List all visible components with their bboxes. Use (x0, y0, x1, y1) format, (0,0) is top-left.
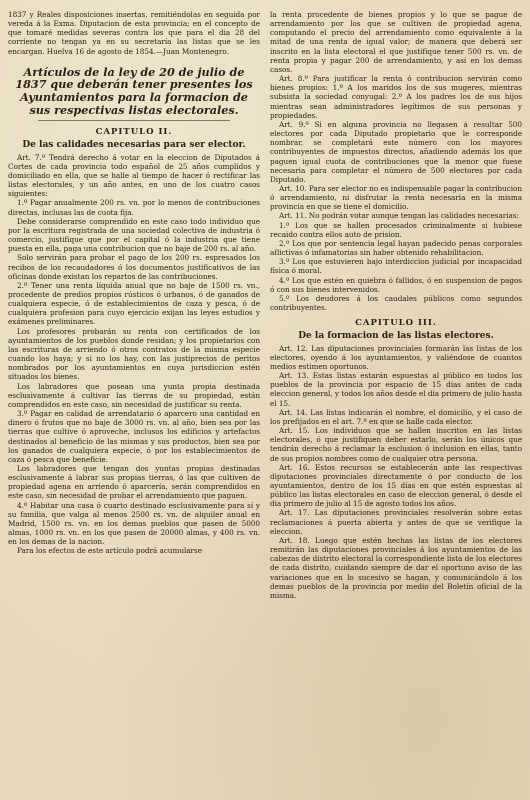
article-paragraph: Art. 14. Las listas indicarán el nombre, el domicilio, y el caso de los prefijados en el art. 7.º en que se halle cada elector. (270, 407, 522, 426)
article-paragraph: Debe considerarse comprendido en este caso todo individuo que por la escritura registrada de una sociedad colectiva de industria ó comercio, justifique que por el capital ó la industria que tiene puesta en ella, paga una contribucion que no baje de 200 rs. al año. (8, 216, 260, 254)
two-column-layout (8, 10, 522, 794)
article-paragraph: 1.º Pagar anualmente 200 rs. vn. por lo menos de contribuciones directas, inclusas las de cuota fija. (8, 198, 260, 217)
article-paragraph: Art. 12. Las diputaciones provinciales formarán las listas de los electores, oyendo á los ayuntamientos, y valiéndose de cuantos medios estimen oportunos. (270, 343, 522, 371)
article-paragraph: Art. 16. Estos recursos se establecerán ante las respectivas diputaciones provinciales directamente ó por conducto de los ayuntamientos, dentro de los 15 días en que estén espuestas al público las listas electorales en caso de eleccion general, ó desde el dia primero de julio al 15 de agosto todos los años. (270, 462, 522, 509)
article-paragraph: Art. 18. Luego que estén hechas las listas de los electores remitirán las diputaciones provinciales á los ayuntamientos de las cabezas de distrito electoral la correspondiente lista de los electores de cada distrito, cuidando siempre de dar el oportuno aviso de las variaciones que en lo sucesivo se hagan, y comunicándolo á los demas pueblos de la provincia por medio del Boletín oficial de la misma. (270, 535, 522, 600)
chapter-heading: CAPITULO III. (355, 318, 437, 329)
article-paragraph: Solo servirán para probar el pago de los 200 rs. espresados los recibos de los recaudadores ó los documentos justificativos de las oficinas donde existan los repartos de las contribuciones. (8, 253, 260, 281)
article-paragraph: Los labradores que posean una yunta propia destinada esclusivamente á cultivar las tierras de su propiedad, están comprendidos en este caso, sin necesidad de justificar su renta. (8, 381, 260, 409)
article-paragraph: 3.º Pagar en calidad de arrendatario ó aparcero una cantidad en dinero ó frutos que no baje de 3000 rs. vn. al año, bien sea por las tierras que cultive ó aproveche, inclusos los edificios y artefactos destinados al beneficio de las mismas y sus productos, bien sea por los ganados de cualquiera especie, ó por los establecimientos de caza ó pesca que beneficie. (8, 409, 260, 464)
article-paragraph: 4.º Habitar una casa ó cuarto destinado esclusivamente para sí y su familia, que valga al menos 2500 rs. vn. de alquiler anual en Madrid, 1500 rs. vn. en los demas pueblos que pasen de 5000 almas, 1000 rs. vn. en los que pasen de 20000 almas, y 400 rs. vn. en los demas de la nacion. (8, 500, 260, 547)
law-title: Artículos de la ley de 20 de julio de 1837 que deberán tener presentes los Ayuntamientos para la formacion de sus respectivas listas electorales. (15, 64, 253, 117)
divider (38, 120, 230, 121)
article-paragraph: Art. 7.º Tendrá derecho á votar en la eleccion de Diputados á Cortes de cada provincia todo español de 25 años cumplidos y domiciliado en ella, que se halle al tiempo de hacer ó rectificar las listas electorales, y un año antes, en uno de los cuatro casos siguientes: (8, 152, 260, 199)
article-paragraph: Art. 8.º Para justificar la renta ó contribucion servirán como bienes propios: 1.º A los maridos los de sus mugeres, mientras subsista la sociedad conyugal: 2.º A los padres los de sus hijos mientras sean administradores legítimos de sus personas y propiedades. (270, 74, 522, 120)
section-heading: De las calidades necesarias para ser elector. (22, 140, 246, 151)
article-paragraph: 4.º Los que estén en quiebra ó fallidos, ó en suspension de pagos ó con sus bienes intervenidos. (270, 275, 522, 294)
article-paragraph: Art. 15. Los individuos que se hallen inscritos en las listas electorales, ó que justifiquen deber estarlo, serán los únicos que tendrán derecho á reclamar la esclusion ó inclusion en ellas, tanto de sus propios nombres como de cualquier otra persona. (270, 426, 522, 463)
right-column (270, 10, 522, 794)
article-paragraph: Art. 17. Las diputaciones provinciales resolverán sobre estas reclamaciones á puerta abierta y antes de que se verifique la eleccion. (270, 508, 522, 536)
chapter-heading: CAPITULO II. (95, 127, 173, 138)
article-paragraph: Art. 13. Estas listas estarán espuestas al público en todos los pueblos de la provincia por espacio de 15 dias antes de cada eleccion general, y todos los años desde el dia primero de julio hasta el 15. (270, 371, 522, 408)
article-paragraph: Art. 11. No podrán votar aunque tengan las calidades necesarias: (279, 211, 519, 221)
article-paragraph: 2.º Los que por sentencia legal hayan padecido penas corporales aflictivas ó infamatorias sin haber obtenido rehabilitacion. (270, 238, 522, 258)
article-paragraph: 5.º Los deudores á los caudales públicos como segundos contribuyentes. (270, 293, 522, 312)
article-paragraph: Los labradores que tengan dos yuntas propias destinadas esclusivamente á labrar sus propias tierras, ó las que cultiven de propiedad agena en arriendo ó aparcería, serán comprendidos en este caso, sin necesidad de probar el arrendamiento que paguen. (8, 463, 260, 501)
article-paragraph: Los profesores probarán su renta con certificados de los ayuntamientos de los pueblos donde residan; y los propietarios con las escrituras de arriendo ó otros contratos de la misma especie cuando los haya; y si no los hay, con las justiprecios de peritos nombrados por los ayuntamientos en cuya jurisdiccion estén situados los bienes. (8, 326, 260, 382)
intro-paragraph: 1837 y Reales disposiciones insertas, remitiéndolas en seguida por vereda á la Exma. Diputacion de esta provincia; en el concepto de que tomaré medidas severas contra los que para el dia 28 del corriente no tengan ya en su secretaría las listas que se les encargan. Huelva 16 de agosto de 1854.—Juan Montenegro. (8, 10, 260, 56)
article-paragraph: Para los efectos de este artículo podrá acumularse (17, 546, 202, 556)
article-paragraph: 3.º Los que estuvieren bajo interdiccion judicial por incapacidad física ó moral. (270, 257, 522, 276)
article-paragraph: 2.º Tener una renta líquida anual que no baje de 1500 rs. vn., procedente de predios propios rústicos ó urbanos, ó de ganados de cualquiera especie, ó de establecimientos de caza y pesca, ó de cualquiera profesion para cuyo ejercicio exijan las leyes estudios y exámenes preliminares. (8, 280, 260, 327)
section-heading: De la formacion de las listas electores. (298, 331, 494, 342)
article-paragraph: la renta procedente de bienes propios y lo que se pague de arrendamiento por los que se cultiven de propiedad agena, computando el precio del arrendamiento como equivalente á la mitad de una renta de igual valor; de manera que deberá ser inscrito en la lista electoral el que justifique tener 500 rs. vn. de renta propia y pagar 200 de arrendamiento, y así en los demas casos. (270, 10, 522, 74)
left-column (8, 10, 260, 794)
article-paragraph: 1.º Los que se hallen procesados criminalmente si hubiese recaido contra ellos auto de prision. (270, 220, 522, 239)
article-paragraph: Art. 9.º Si en alguna provincia no llegasen á resultar 500 electores por cada Diputado propietario que le corresponde nombrar, se completará este número con los mayores contribuyentes de impuestos directos, añadiendo además los que paguen igual cuota de contribuciones que la menor que fuese necesaria para completar el número de 500 electores por cada Diputado. (270, 119, 522, 184)
article-paragraph: Art. 10. Para ser elector no es indispensable pagar la contribucion ó arrendamiento, ni disfrutar la renta necesaria en la misma provincia en que se tiene el domicilio. (270, 183, 522, 212)
